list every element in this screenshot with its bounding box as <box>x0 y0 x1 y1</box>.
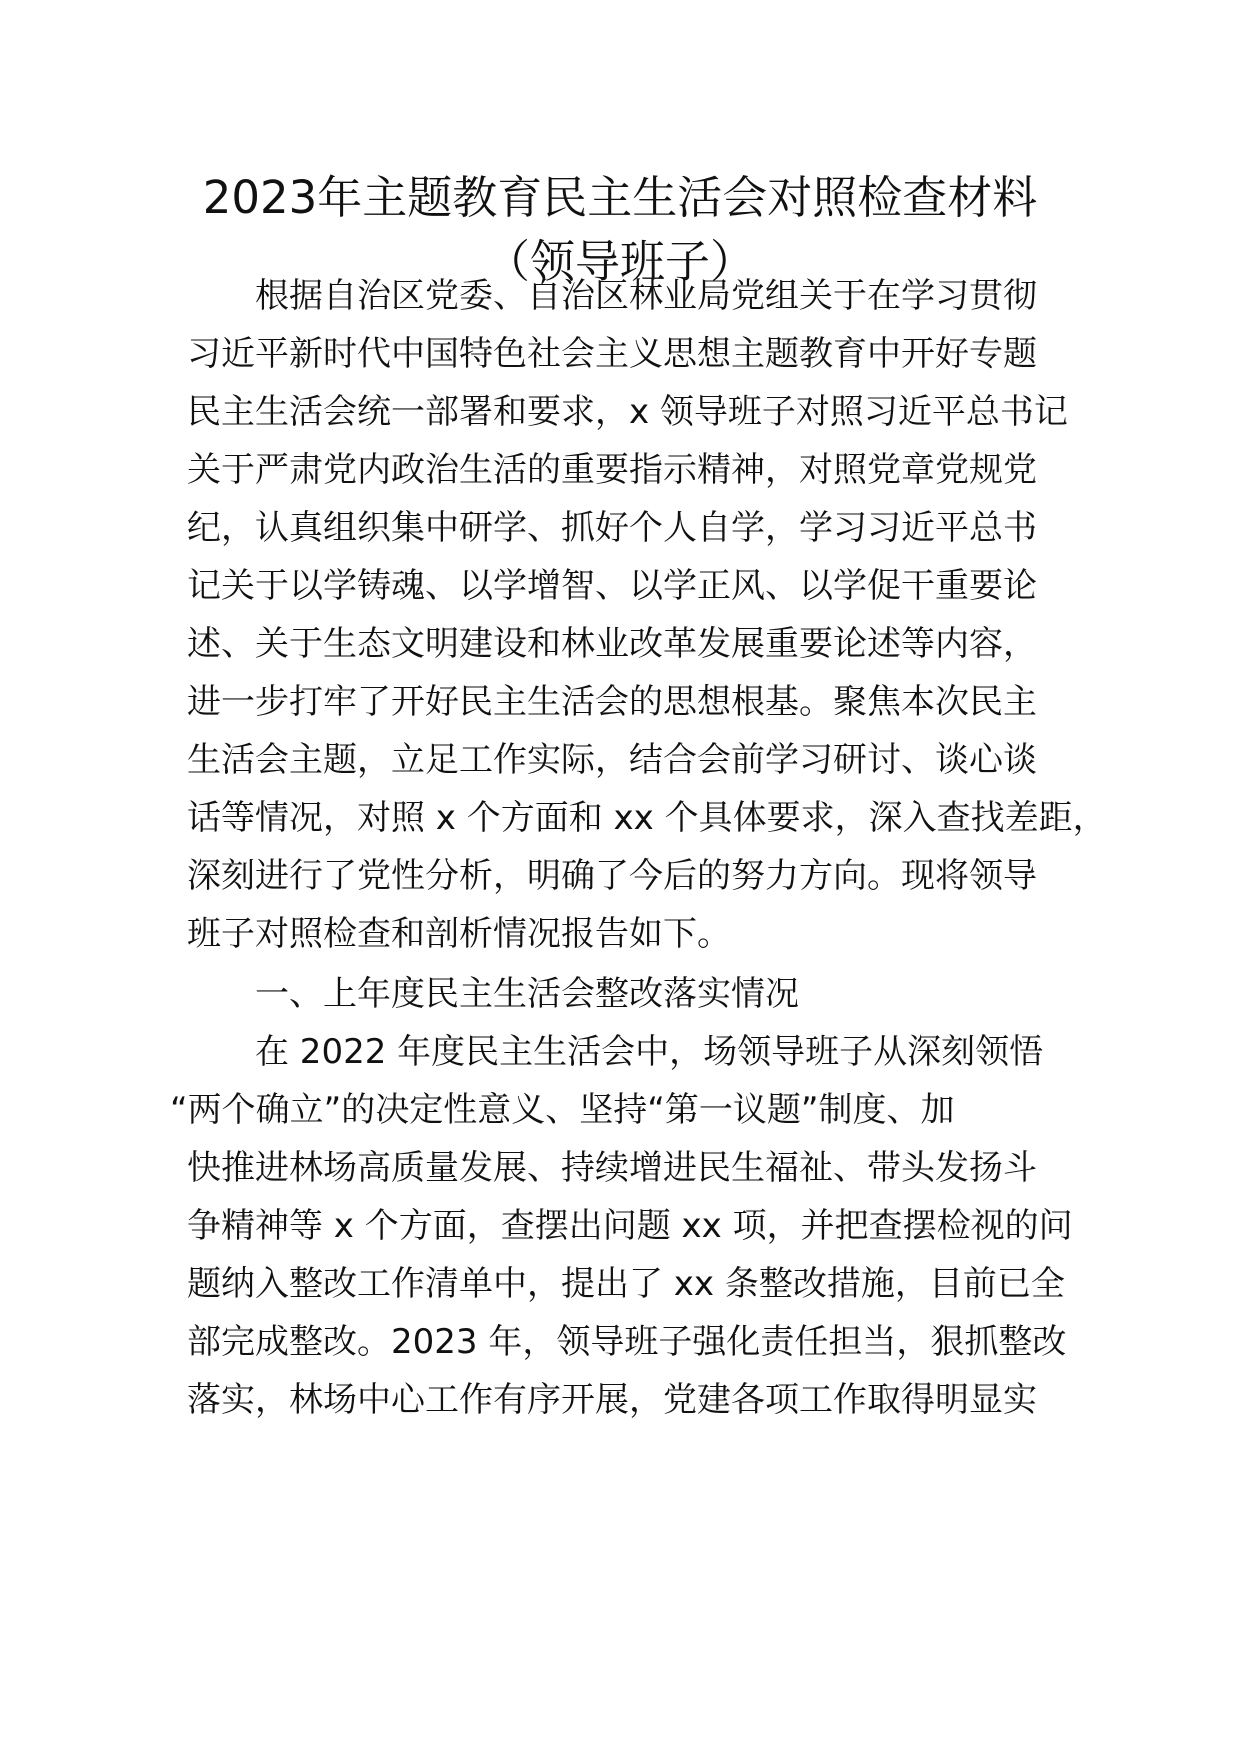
paragraph1-line: 习近平新时代中国特色社会主义思想主题教育中开好专题 <box>187 334 1037 374</box>
paragraph1-line: 话等情况，对照 x 个方面和 xx 个具体要求，深入查找差距， <box>187 798 1107 838</box>
paragraph2-line: 题纳入整改工作清单中，提出了 xx 条整改措施，目前已全 <box>187 1264 1065 1304</box>
paragraph1-line: 根据自治区党委、自治区林业局党组关于在学习贯彻 <box>255 276 1037 316</box>
paragraph2-line: “两个确立”的决定性意义、坚持“第一议题”制度、加 <box>170 1090 955 1130</box>
paragraph1-line: 班子对照检查和剖析情况报告如下。 <box>187 914 731 954</box>
paragraph2-line: 争精神等 x 个方面，查摆出问题 xx 项，并把查摆检视的问 <box>187 1206 1073 1246</box>
document-subtitle: （领导班子） <box>484 235 755 288</box>
section-heading: 一、上年度民主生活会整改落实情况 <box>255 974 799 1014</box>
document-title: 2023年主题教育民主生活会对照检查材料 <box>202 171 1038 224</box>
paragraph1-line: 深刻进行了党性分析，明确了今后的努力方向。现将领导 <box>187 856 1037 896</box>
paragraph1-line: 述、关于生态文明建设和林业改革发展重要论述等内容， <box>187 624 1037 664</box>
paragraph1-line: 记关于以学铸魂、以学增智、以学正风、以学促干重要论 <box>187 566 1037 606</box>
paragraph1-line: 民主生活会统一部署和要求，x 领导班子对照习近平总书记 <box>187 392 1068 432</box>
paragraph1-line: 纪，认真组织集中研学、抓好个人自学，学习习近平总书 <box>187 508 1037 548</box>
paragraph1-line: 生活会主题，立足工作实际，结合会前学习研讨、谈心谈 <box>187 740 1037 780</box>
paragraph2-line: 快推进林场高质量发展、持续增进民生福祉、带头发扬斗 <box>187 1148 1037 1188</box>
paragraph1-line: 关于严肃党内政治生活的重要指示精神，对照党章党规党 <box>187 450 1037 490</box>
paragraph1-line: 进一步打牢了开好民主生活会的思想根基。聚焦本次民主 <box>187 682 1037 722</box>
paragraph2-line: 在 2022 年度民主生活会中，场领导班子从深刻领悟 <box>255 1032 1044 1072</box>
paragraph2-line: 落实，林场中心工作有序开展，党建各项工作取得明显实 <box>187 1380 1037 1420</box>
paragraph2-line: 部完成整改。2023 年，领导班子强化责任担当，狠抓整改 <box>187 1322 1067 1362</box>
